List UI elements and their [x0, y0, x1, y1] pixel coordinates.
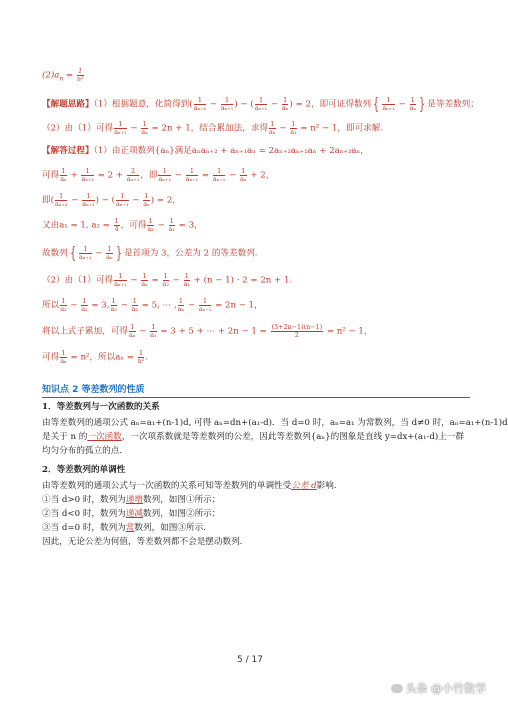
- paragraph-line: 是关于 n 的一次函数，一次项系数就是等差数列的公差，因此等差数列{aₙ}的图象是直线 y=dx+(a₁-d)上一群: [42, 432, 464, 442]
- solution-process-line-8: 将以上式子累加，可得 $\frac{1}{\text{aₙ}}$ − $\frac{1}{\text{a₁}}$ = 3 + 5 + ⋯ + 2n − 1 = $\frac{(3+2n-1)(n-1)}{2}$ = n² − 1，: [42, 323, 373, 339]
- answer-line-2: $(2)a_n$ = $\frac{1}{\text{n²}}$: [42, 67, 84, 83]
- solution-process-line-2: 可得 $\frac{1}{\text{aₙ}}$ + $\frac{1}{\text{aₙ₊₂}}$ = 2 + $\frac{2}{\text{aₙ₊₁}}$ ，即 $\frac{1}{\text{aₙ₊₂}}$ − $\frac{1}{\text{aₙ₊₁}}$ = $\frac{1}{\text{aₙ₊₁}}$ − $\frac{1}{\text{aₙ}}$ + 2，: [42, 167, 275, 183]
- case-increasing: ①当 d>0 时，数列为递增数列，如图①所示；: [42, 495, 221, 505]
- section-divider: [42, 397, 470, 398]
- case-constant: ③当 d=0 时，数列为常数列，如图③所示.: [42, 523, 206, 533]
- paragraph-line: 均匀分布的孤立的点.: [42, 446, 123, 456]
- solution-process-line-4: 又由a₁ = 1, a₂ = $\frac{1}{4}$ ，可得 $\frac{1}{\text{a₂}}$ − $\frac{1}{\text{a₁}}$ = 3，: [42, 217, 203, 233]
- paragraph-line: 由等差数列的通项公式 aₙ=a₁+(n-1)d, 可得 aₙ=dn+(a₁-d)．当 d=0 时，aₙ=a₁ 为常数列，当 d≠0 时，aₙ=a₁+(n-1)d: [42, 418, 508, 428]
- section-title: 知识点 2 等差数列的性质: [42, 385, 145, 395]
- solution-idea-line-1: 【解题思路】（1）根据题意，化简得到( $\frac{1}{\text{aₙ₊₂}}$ − $\frac{1}{\text{aₙ₊₁}}$ ) − ( $\frac{1}{\text{aₙ₊₁}}$ − $\frac{1}{\text{aₙ}}$ ) = 2，即可证得数列 { $\frac{1}{\text{aₙ₊₁}}$ − $\frac{1}{\text{aₙ}}$ } 是等差数列；: [42, 94, 479, 113]
- heading-monotonicity: 2．等差数列的单调性: [42, 465, 126, 475]
- solution-process-line-1: 【解答过程】（1）由正项数列{aₙ}满足aₙaₙ₊₂ + aₙ₊₁aₙ = 2aₙ₊₂aₙ₊₁aₙ + 2aₙ₊₂aₙ，: [42, 146, 369, 156]
- solution-process-line-5: 故数列 { $\frac{1}{\text{aₙ₊₁}}$ − $\frac{1}{\text{aₙ}}$ } 是首项为 3，公差为 2 的等差数列.: [42, 243, 258, 262]
- watermark: 头条 @小竹数学: [391, 680, 487, 696]
- solution-idea-line-2: （2）由（1）可得 $\frac{1}{\text{aₙ₊₁}}$ − $\frac{1}{\text{aₙ}}$ = 2n + 1，结合累加法，求得 $\frac{1}{\text{aₙ}}$ − $\frac{1}{\text{a₁}}$ = n² − 1，即可求解.: [42, 120, 384, 136]
- solution-process-line-9: 可得 $\frac{1}{\text{aₙ}}$ = n²，所以aₙ = $\frac{1}{\text{n²}}$ .: [42, 349, 149, 365]
- paragraph-line: 因此，无论公差为何值，等差数列都不会是摆动数列.: [42, 537, 243, 547]
- paragraph-line: 由等差数列的通项公式与一次函数的关系可知等差数列的单调性受公差 d影响.: [42, 481, 337, 491]
- chat-bubble-icon: [391, 684, 403, 693]
- case-decreasing: ②当 d<0 时，数列为递减数列，如图②所示；: [42, 509, 221, 519]
- page-number: 5 / 17: [237, 655, 263, 665]
- heading-linear-function: 1．等差数列与一次函数的关系: [42, 402, 160, 412]
- solution-process-line-6: （2）由（1）可得 $\frac{1}{\text{aₙ₊₁}}$ − $\frac{1}{\text{aₙ}}$ = $\frac{1}{\text{a₂}}$ − $\frac{1}{\text{a₁}}$ + (n − 1) · 2 = 2n + 1.: [42, 272, 293, 288]
- solution-process-line-7: 所以 $\frac{1}{\text{a₂}}$ − $\frac{1}{\text{a₁}}$ = 3, $\frac{1}{\text{a₃}}$ − $\frac{1}{\text{a₂}}$ = 5, ⋯ , $\frac{1}{\text{aₙ}}$ − $\frac{1}{\text{aₙ₋₁}}$ = 2n − 1，: [42, 297, 263, 313]
- solution-process-line-3: 即( $\frac{1}{\text{aₙ₊₂}}$ − $\frac{1}{\text{aₙ₊₁}}$ ) − ( $\frac{1}{\text{aₙ₊₁}}$ − $\frac{1}{\text{aₙ}}$ ) = 2，: [42, 192, 181, 208]
- fraction: $\frac{1}{\text{n²}}$: [76, 67, 84, 83]
